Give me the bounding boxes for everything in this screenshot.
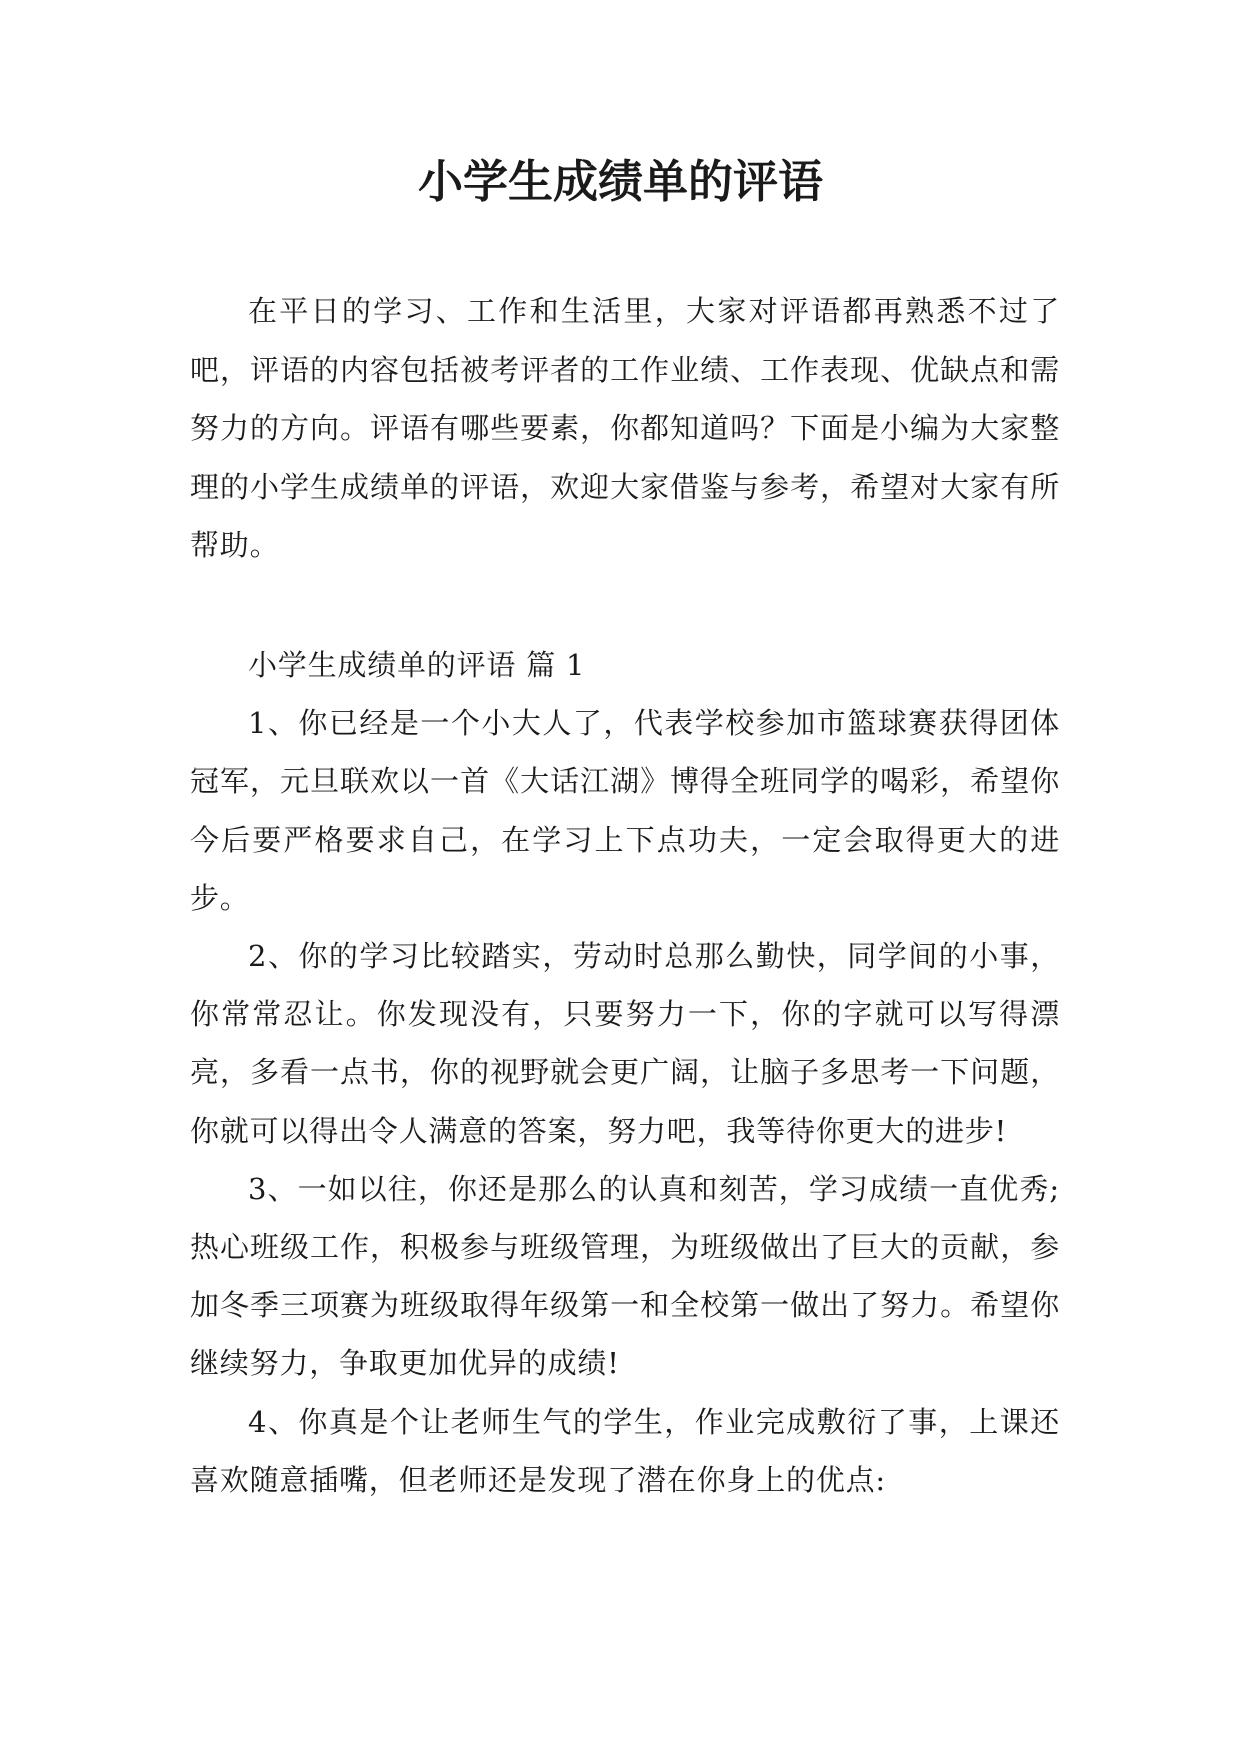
comment-paragraph: 1、你已经是一个小大人了，代表学校参加市篮球赛获得团体冠军，元旦联欢以一首《大话江湖》博得全班同学的喝彩，希望你今后要严格要求自己，在学习上下点功夫，一定会取得更大的进步。 [190, 706, 1060, 915]
document-title: 小学生成绩单的评语 [417, 155, 823, 208]
comment-paragraph: 3、一如以往，你还是那么的认真和刻苦，学习成绩一直优秀;热心班级工作，积极参与班级管理，为班级做出了巨大的贡献，参加冬季三项赛为班级取得年级第一和全校第一做出了努力。希望你继续努力，争取更加优异的成绩! [190, 1171, 1060, 1381]
intro-paragraph: 在平日的学习、工作和生活里，大家对评语都再熟悉不过了吧，评语的内容包括被考评者的工作业绩、工作表现、优缺点和需努力的方向。评语有哪些要素，你都知道吗？下面是小编为大家整理的小学生成绩单的评语，欢迎大家借鉴与参考，希望对大家有所帮助。 [190, 294, 1060, 562]
section-heading: 小学生成绩单的评语 篇 1 [248, 648, 586, 682]
comment-paragraph: 4、你真是个让老师生气的学生，作业完成敷衍了事，上课还喜欢随意插嘴，但老师还是发现了潜在你身上的优点: [190, 1404, 1060, 1497]
comment-paragraph: 2、你的学习比较踏实，劳动时总那么勤快，同学间的小事，你常常忍让。你发现没有，只要努力一下，你的字就可以写得漂亮，多看一点书，你的视野就会更广阔，让脑子多思考一下问题，你就可以得出令人满意的答案，努力吧，我等待你更大的进步! [190, 939, 1060, 1148]
section-1 [190, 636, 1060, 1509]
intro-block [190, 282, 1060, 575]
